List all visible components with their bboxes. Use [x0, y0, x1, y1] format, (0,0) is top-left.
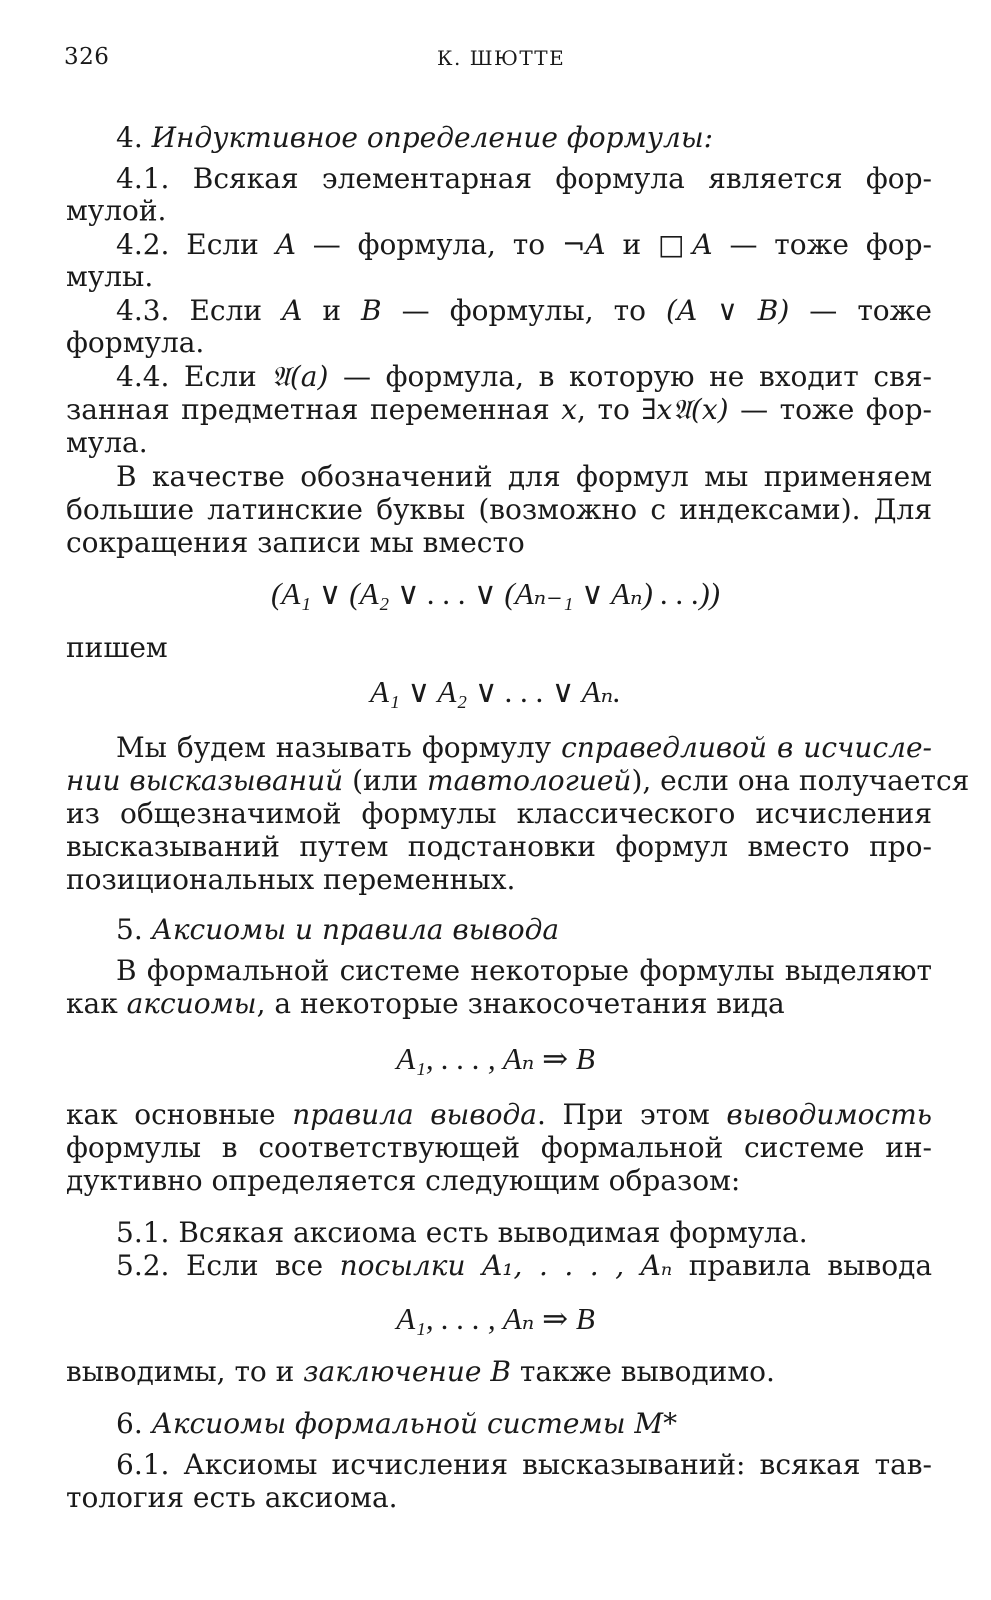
text-line: высказываний путем подстановки формул вместо про- — [66, 830, 932, 863]
text-line: дуктивно определяется следующим образом: — [66, 1164, 741, 1197]
text-line: 4.3. Если A и B — формулы, то (A ∨ B) — тоже — [116, 294, 932, 327]
text-line: мула. — [66, 426, 148, 459]
text-line: 5.2. Если все посылки A₁, . . . , Aₙ правила вывода — [116, 1249, 933, 1282]
page-number: 326 — [64, 44, 110, 70]
running-head: К. ШЮТТЕ — [437, 46, 566, 70]
text-line: тология есть аксиома. — [66, 1481, 398, 1514]
text-line: большие латинские буквы (возможно с индексами). Для — [66, 493, 932, 526]
text-line: занная предметная переменная x, то ∃x𝔄(x) — тоже фор- — [66, 393, 932, 426]
text-line: 4.4. Если 𝔄(a) — формула, в которую не входит свя- — [116, 360, 932, 393]
text-line: пишем — [66, 631, 168, 664]
formula-display: A₁ ∨ A₂ ∨ . . . ∨ Aₙ. — [370, 674, 621, 709]
formula-display: A₁, . . . , Aₙ ⇒ B — [396, 1301, 595, 1336]
formula-display: (A₁ ∨ (A₂ ∨ . . . ∨ (Aₙ₋₁ ∨ Aₙ) . . .)) — [271, 576, 720, 611]
text-line: 4.1. Всякая элементарная формула является фор- — [116, 162, 932, 195]
section-4-heading: 4. Индуктивное определение формулы: — [116, 121, 714, 154]
text-line: как аксиомы, а некоторые знакосочетания вида — [66, 987, 785, 1020]
text-line: формула. — [66, 326, 205, 359]
text-line: 5.1. Всякая аксиома есть выводимая формула. — [116, 1216, 808, 1249]
text-line: нии высказываний (или тавтологией), если она получается — [66, 764, 970, 797]
section-5-heading: 5. Аксиомы и правила вывода — [116, 913, 560, 946]
text-line: позициональных переменных. — [66, 863, 516, 896]
text-line: выводимы, то и заключение B также выводимо. — [66, 1355, 775, 1388]
text-line: сокращения записи мы вместо — [66, 526, 525, 559]
formula-display: A₁, . . . , Aₙ ⇒ B — [396, 1041, 595, 1076]
text-line: 4.2. Если A — формула, то ¬A и □A — тоже фор- — [116, 228, 932, 261]
text-line: мулой. — [66, 194, 167, 227]
text-line: В качестве обозначений для формул мы применяем — [116, 460, 932, 493]
text-line: из общезначимой формулы классического исчисления — [66, 797, 932, 830]
text-line: В формальной системе некоторые формулы выделяют — [116, 954, 932, 987]
text-line: формулы в соответствующей формальной системе ин- — [66, 1131, 932, 1164]
text-line: 6.1. Аксиомы исчисления высказываний: всякая тав- — [116, 1448, 932, 1481]
text-line: как основные правила вывода. При этом выводимость — [66, 1098, 932, 1131]
text-line: мулы. — [66, 260, 154, 293]
section-6-heading: 6. Аксиомы формальной системы M* — [116, 1407, 678, 1440]
text-line: Мы будем называть формулу справедливой в исчисле- — [116, 731, 932, 764]
